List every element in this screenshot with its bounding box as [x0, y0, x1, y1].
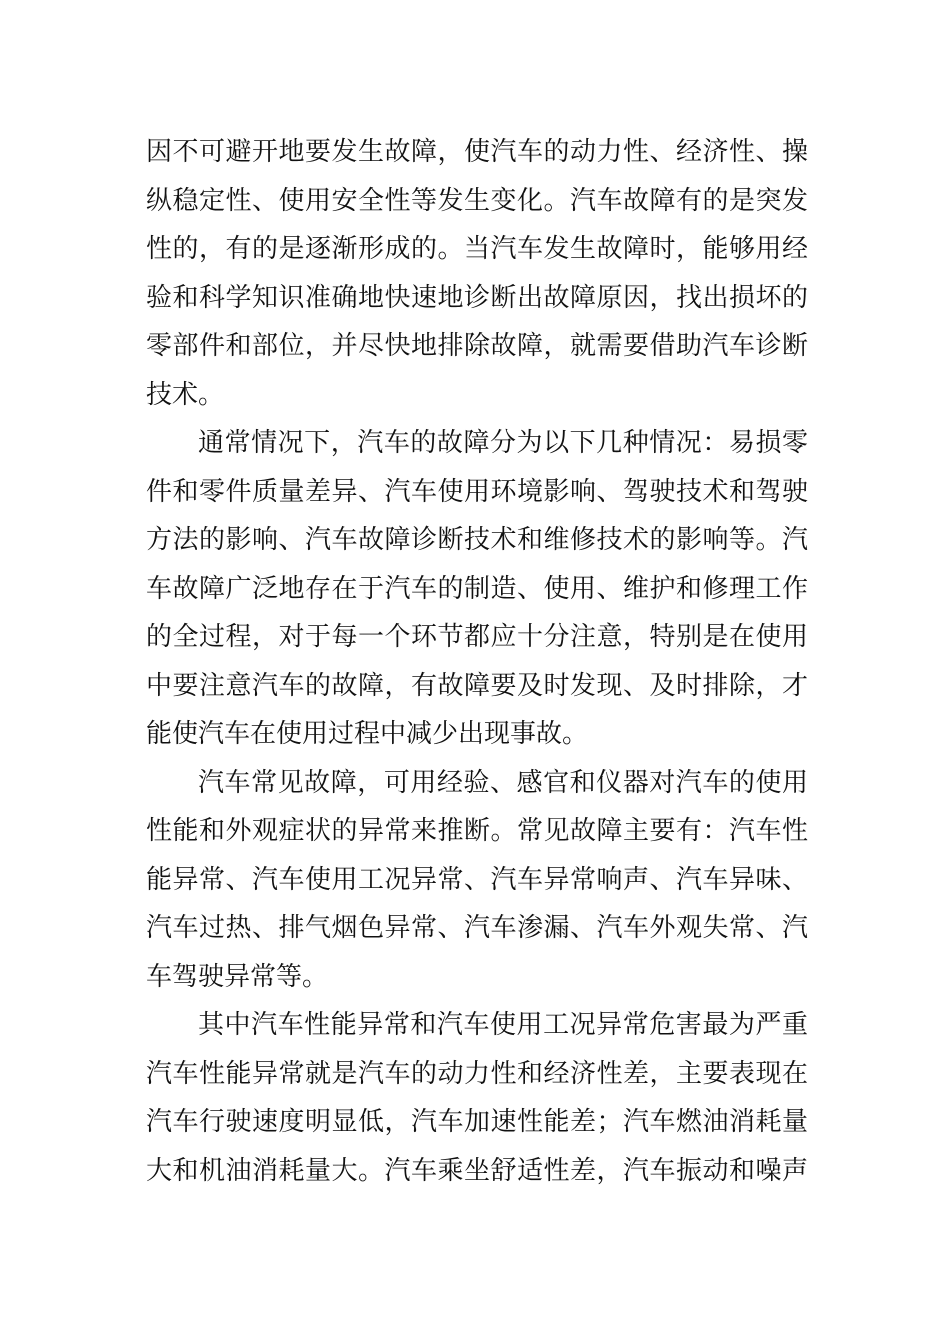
text-line: 汽车性能异常就是汽车的动力性和经济性差，主要表现在: [146, 1058, 808, 1089]
text-line: 中要注意汽车的故障，有故障要及时发现、及时排除，才: [146, 670, 808, 701]
text-line: 大和机油消耗量大。汽车乘坐舒适性差，汽车振动和噪声: [146, 1155, 808, 1186]
text-line: 纵稳定性、使用安全性等发生变化。汽车故障有的是突发: [146, 185, 808, 216]
text-line: 方法的影响、汽车故障诊断技术和维修技术的影响等。汽: [146, 525, 808, 555]
text-line: 因不可避开地要发生故障，使汽车的动力性、经济性、操: [146, 137, 808, 167]
text-line: 汽车过热、排气烟色异常、汽车渗漏、汽车外观失常、汽: [146, 913, 808, 943]
text-line: 技术。: [146, 379, 225, 410]
text-line: 件和零件质量差异、汽车使用环境影响、驾驶技术和驾驶: [146, 476, 808, 507]
text-line: 能异常、汽车使用工况异常、汽车异常响声、汽车异味、: [146, 864, 808, 895]
text-line: 验和科学知识准确地快速地诊断出故障原因，找出损坏的: [146, 282, 808, 313]
text-line: 性的，有的是逐渐形成的。当汽车发生故障时，能够用经: [146, 234, 808, 264]
text-line: 性能和外观症状的异常来推断。常见故障主要有：汽车性: [146, 816, 808, 846]
paragraph-3: [146, 759, 808, 1002]
text-line: 的全过程，对于每一个环节都应十分注意，特别是在使用: [146, 622, 808, 652]
text-line: 零部件和部位，并尽快地排除故障，就需要借助汽车诊断: [146, 331, 808, 361]
text-line: 汽车常见故障，可用经验、感官和仪器对汽车的使用: [198, 767, 808, 798]
text-line: 车驾驶异常等。: [146, 961, 329, 992]
text-line: 车故障广泛地存在于汽车的制造、使用、维护和修理工作: [146, 573, 808, 604]
text-line: 通常情况下，汽车的故障分为以下几种情况：易损零: [198, 428, 808, 458]
text-line: 能使汽车在使用过程中减少出现事故。: [146, 719, 589, 749]
text-line: 其中汽车性能异常和汽车使用工况异常危害最为严重: [198, 1010, 808, 1040]
document-body: [146, 128, 808, 1195]
paragraph-4: [146, 1001, 808, 1195]
paragraph-1: [146, 128, 808, 419]
text-line: 汽车行驶速度明显低，汽车加速性能差；汽车燃油消耗量: [146, 1107, 808, 1137]
paragraph-2: [146, 419, 808, 759]
